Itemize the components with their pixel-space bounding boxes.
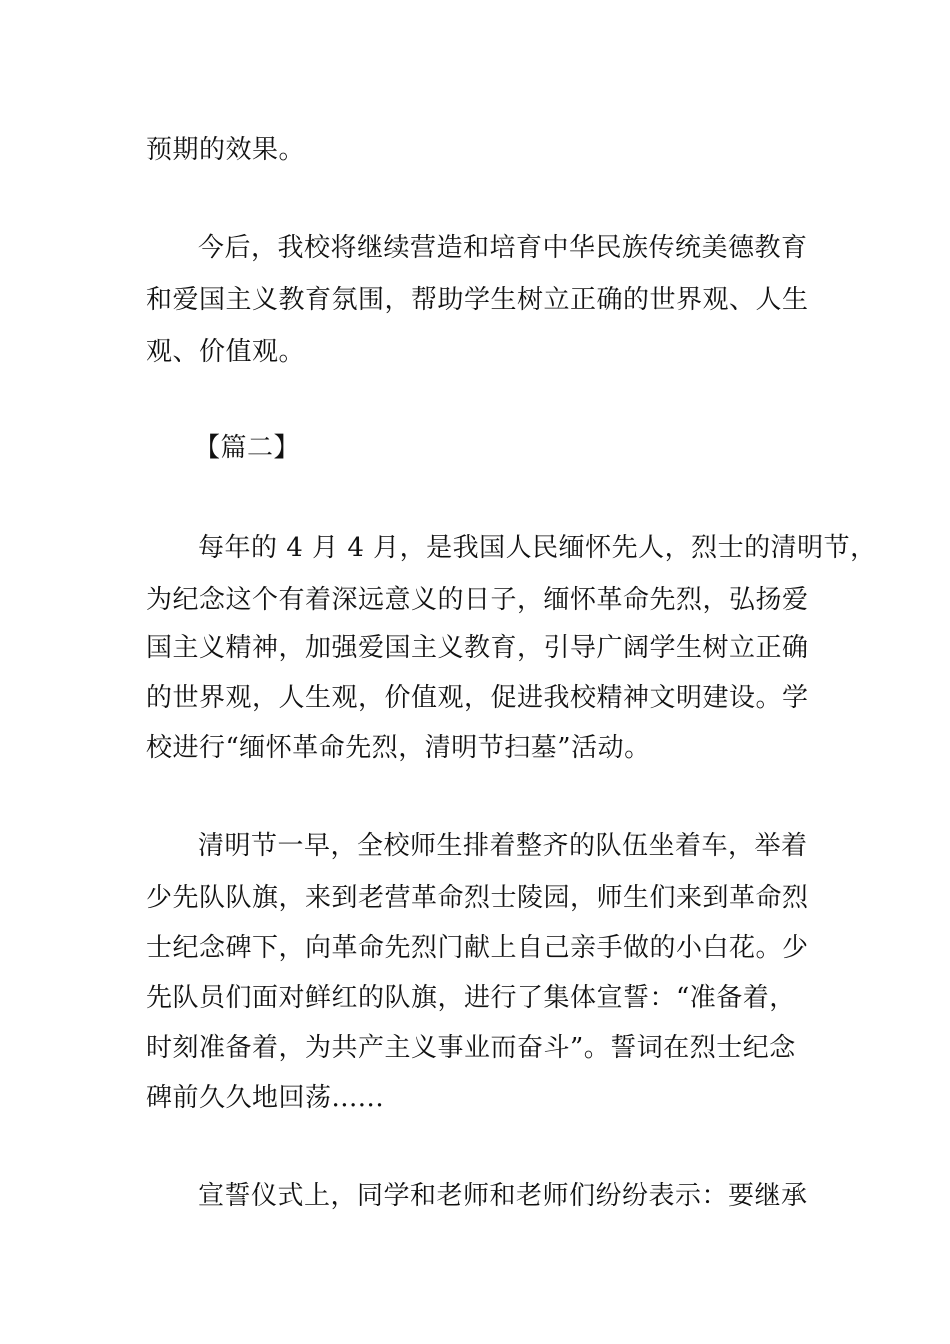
paragraph-line: 国主义精神，加强爱国主义教育，引导广阔学生树立正确 [146,633,809,663]
section-heading: 【篇二】 [194,433,301,463]
paragraph-line: 士纪念碑下，向革命先烈门献上自己亲手做的小白花。少 [146,933,809,963]
paragraph-line: 今后，我校将继续营造和培育中华民族传统美德教育 [198,233,808,263]
paragraph-line: 碑前久久地回荡...... [146,1083,385,1113]
paragraph-line: 时刻准备着，为共产主义事业而奋斗”。誓词在烈士纪念 [146,1033,796,1063]
paragraph-line: 每年的 4 月 4 月，是我国人民缅怀先人，烈士的清明节， [198,533,877,563]
paragraph-line: 观、价值观。 [146,337,306,367]
paragraph-line: 宣誓仪式上，同学和老师和老师们纷纷表示：要继承 [198,1181,808,1211]
paragraph-line: 校进行“缅怀革命先烈，清明节扫墓”活动。 [146,733,651,763]
paragraph-line: 清明节一早，全校师生排着整齐的队伍坐着车，举着 [198,831,808,861]
paragraph-line: 的世界观，人生观，价值观，促进我校精神文明建设。学 [146,683,809,713]
paragraph-line: 先队员们面对鲜红的队旗，进行了集体宣誓：“准备着， [146,983,796,1013]
paragraph-line: 少先队队旗，来到老营革命烈士陵园，师生们来到革命烈 [146,883,809,913]
paragraph-line: 预期的效果。 [146,135,306,165]
paragraph-line: 和爱国主义教育氛围，帮助学生树立正确的世界观、人生 [146,285,809,315]
paragraph-line: 为纪念这个有着深远意义的日子，缅怀革命先烈，弘扬爱 [146,585,809,615]
